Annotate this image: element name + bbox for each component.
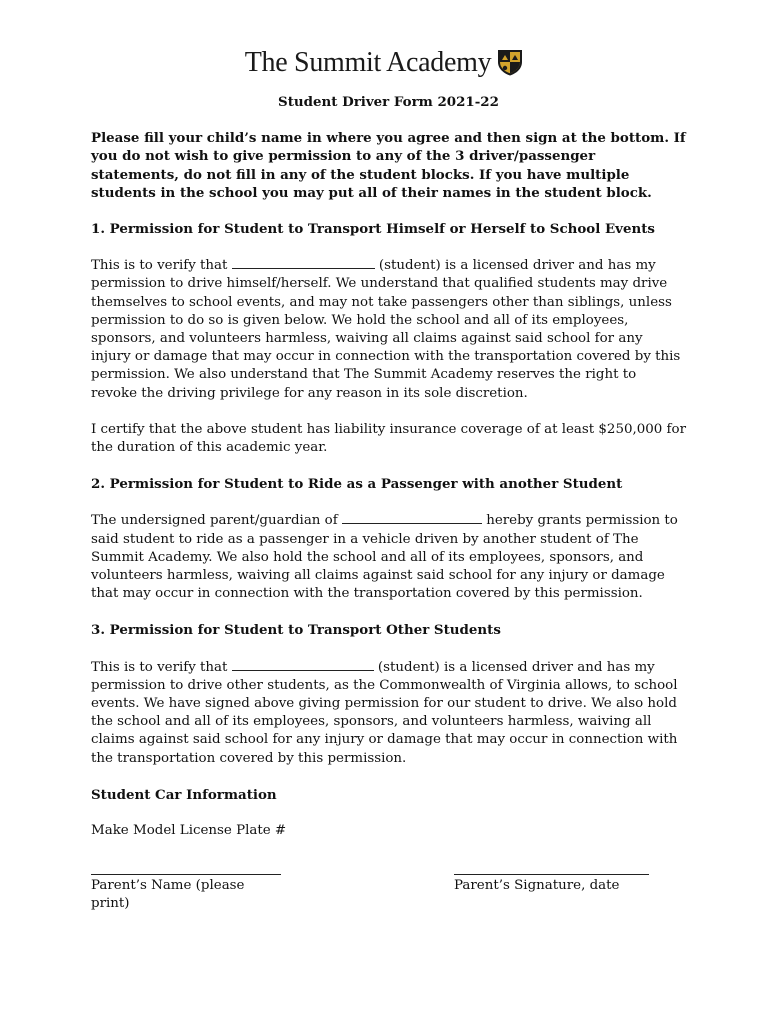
section-1-text-start: This is to verify that: [91, 258, 232, 274]
section-3-text-end: (student) is a licensed driver and has my permission to drive other students, as the Commonwealth of Virginia allows, to school events. We have signed above giving permission for our student to drive. We also hold the school and all of its employees, sponsors, and volunteers harmless, waiving all claims against said school for any injury or damage that may occur in connection with the transportation covered by this permission.: [91, 659, 678, 766]
letterhead: [0, 46, 770, 80]
student-name-blank-3[interactable]: [232, 658, 374, 671]
section-2-text-end: hereby grants permission to said student to ride as a passenger in a vehicle driven by another student of The Summit Academy. We also hold the school and all of its employees, sponsors, and volunteers harmless, waiving all claims against said school for any injury or damage that may occur in connection with the transportation covered by this permission.: [91, 513, 678, 602]
student-name-blank-1[interactable]: [232, 256, 375, 269]
section-2-paragraph: [91, 511, 686, 603]
section-1-paragraph: [91, 256, 686, 403]
parent-signature-label: Parent’s Signature, date: [454, 878, 620, 893]
car-info-heading: Student Car Information: [91, 786, 277, 803]
shield-crest-icon: [495, 47, 525, 77]
section-2-text-start: The undersigned parent/guardian of: [91, 513, 342, 529]
section-3-paragraph: [91, 658, 686, 768]
section-1-heading: 1. Permission for Student to Transport Himself or Herself to School Events: [91, 221, 655, 238]
section-3-heading: 3. Permission for Student to Transport Other Students: [91, 622, 501, 639]
student-name-blank-2[interactable]: [342, 511, 482, 524]
form-body: [91, 93, 686, 840]
academy-name: The Summit Academy: [244, 47, 492, 78]
car-info-fields: Make Model License Plate #: [91, 823, 287, 839]
parent-name-block: [91, 865, 281, 913]
parent-name-label: Parent’s Name (please print): [91, 878, 245, 912]
parent-name-line[interactable]: [91, 874, 281, 875]
section-1-text-end: (student) is a licensed driver and has my permission to drive himself/herself. We understand that qualified students may drive themselves to school events, and may not take passengers other than siblings, unless permission to do so is given below. We hold the school and all of its employees, sponsors, and volunteers harmless, waiving all claims against said school for any injury or damage that may occur in connection with the transportation covered by this permission. We also understand that The Summit Academy reserves the right to revoke the driving privilege for any reason in its sole discretion.: [91, 258, 681, 401]
instructions-text: Please fill your child’s name in where you agree and then sign at the bottom. If you do not wish to give permission to any of the 3 driver/passenger statements, do not fill in any of the student blocks. If you have multiple students in the school you may put all of their names in the student block.: [91, 130, 686, 201]
parent-signature-line[interactable]: [454, 874, 649, 875]
section-3-text-start: This is to verify that: [91, 659, 232, 675]
insurance-certification: I certify that the above student has liability insurance coverage of at least $250,000 for the duration of this academic year.: [91, 421, 686, 456]
section-2-heading: 2. Permission for Student to Ride as a Passenger with another Student: [91, 476, 623, 493]
form-title: Student Driver Form 2021-22: [278, 94, 499, 110]
parent-signature-block: [454, 865, 649, 895]
